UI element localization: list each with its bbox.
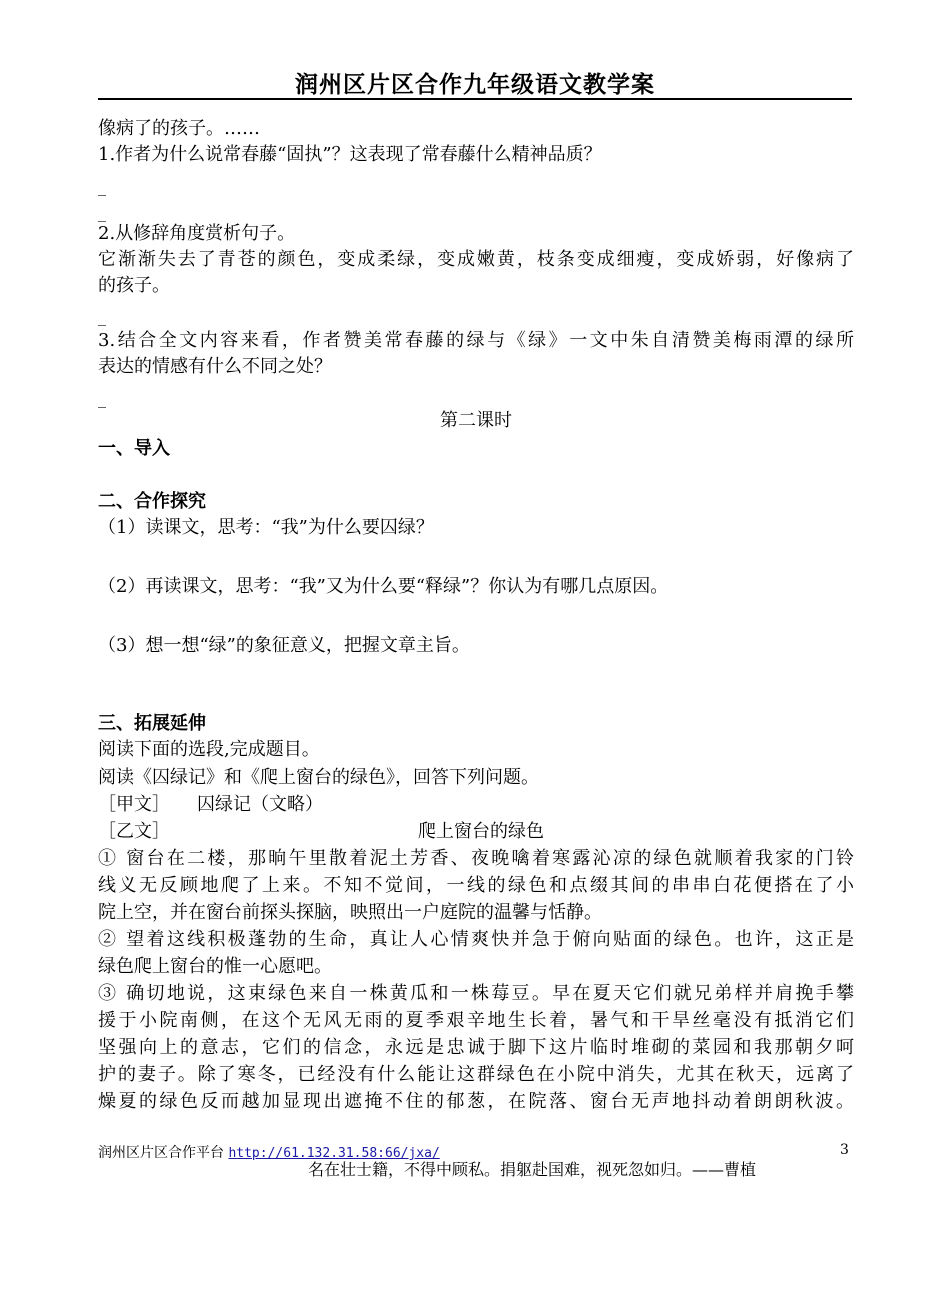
answer-blank: _ [98,177,106,196]
passage-line: 燥夏的绿色反而越加显现出遮掩不住的郁葱，在院落、窗台无声地抖动着朗朗秋波。 [98,1091,854,1112]
section-heading-intro: 一、导入 [98,438,170,459]
section-heading-explore: 二、合作探究 [98,491,206,512]
page-number: 3 [840,1142,849,1158]
reading-instruction: 阅读下面的选段,完成题目。 [98,739,320,760]
footer-link[interactable]: http://61.132.31.58:66/jxa/ [228,1146,440,1161]
question-2-sentence: 它渐渐失去了青苍的颜色，变成柔绿，变成嫩黄，枝条变成细瘦，变成娇弱，好像病了 [98,249,854,270]
section-heading-extend: 三、拓展延伸 [98,713,206,734]
passage-line: 援于小院南侧，在这个无风无雨的夏季艰辛地生长着，暑气和干旱丝毫没有抵消它们 [98,1010,854,1031]
passage-line: ② 望着这线积极蓬勃的生命，真让人心情爽快并急于俯向贴面的绿色。也许，这正是 [98,929,854,950]
passage-line: 线义无反顾地爬了上来。不知不觉间，一线的绿色和点缀其间的串串白花便搭在了小 [98,875,854,896]
passage-line: 院上空，并在窗台前探头探脑，映照出一户庭院的温馨与恬静。 [98,902,602,923]
question-3: 3.结合全文内容来看，作者赞美常春藤的绿与《绿》一文中朱自清赞美梅雨潭的绿所 [98,330,854,351]
question-2-sentence-end: 的孩子。 [98,275,170,296]
answer-blank: _ [98,389,106,408]
passage-line: 坚强向上的意志，它们的信念，永远是忠诚于脚下这片临时堆砌的菜园和我那朝夕呵 [98,1037,854,1058]
task-item: （2）再读课文，思考：“我”又为什么要“释绿”？你认为有哪几点原因。 [98,576,669,597]
question-3-end: 表达的情感有什么不同之处？ [98,356,332,377]
header-divider [98,98,852,100]
page-title: 润州区片区合作九年级语文教学案 [295,72,655,98]
lesson-heading: 第二课时 [440,410,512,431]
passage-line: ③ 确切地说，这束绿色来自一株黄瓜和一株莓豆。早在夏天它们就兄弟样并肩挽手攀 [98,983,854,1004]
text-a-label: ［甲文］ 囚绿记（文略） [98,794,323,815]
passage-line: 绿色爬上窗台的惟一心愿吧。 [98,956,332,977]
answer-blank: _ [98,307,106,326]
task-item: （1）读课文，思考：“我”为什么要囚绿？ [98,517,434,538]
text-line: 像病了的孩子。…… [98,118,260,139]
text-b-label: ［乙文］ [98,821,170,842]
question-2: 2.从修辞角度赏析句子。 [98,223,296,244]
answer-blank: _ [98,203,106,222]
footer-quote: 名在壮士籍，不得中顾私。捐躯赴国难，视死忽如归。——曹植 [308,1160,757,1179]
reading-instruction: 阅读《囚绿记》和《爬上窗台的绿色》，回答下列问题。 [98,767,539,788]
text-b-title: 爬上窗台的绿色 [418,821,544,842]
passage-line: 护的妻子。除了寒冬，已经没有什么能让这群绿色在小院中消失，尤其在秋天，远离了 [98,1064,854,1085]
footer-platform-label: 润州区片区合作平台 [98,1145,224,1161]
passage-line: ① 窗台在二楼，那晌午里散着泥土芳香、夜晚噙着寒露沁凉的绿色就顺着我家的门铃 [98,848,854,869]
task-item: （3）想一想“绿”的象征意义，把握文章主旨。 [98,635,470,656]
question-1: 1.作者为什么说常春藤“固执”？这表现了常春藤什么精神品质？ [98,144,602,165]
